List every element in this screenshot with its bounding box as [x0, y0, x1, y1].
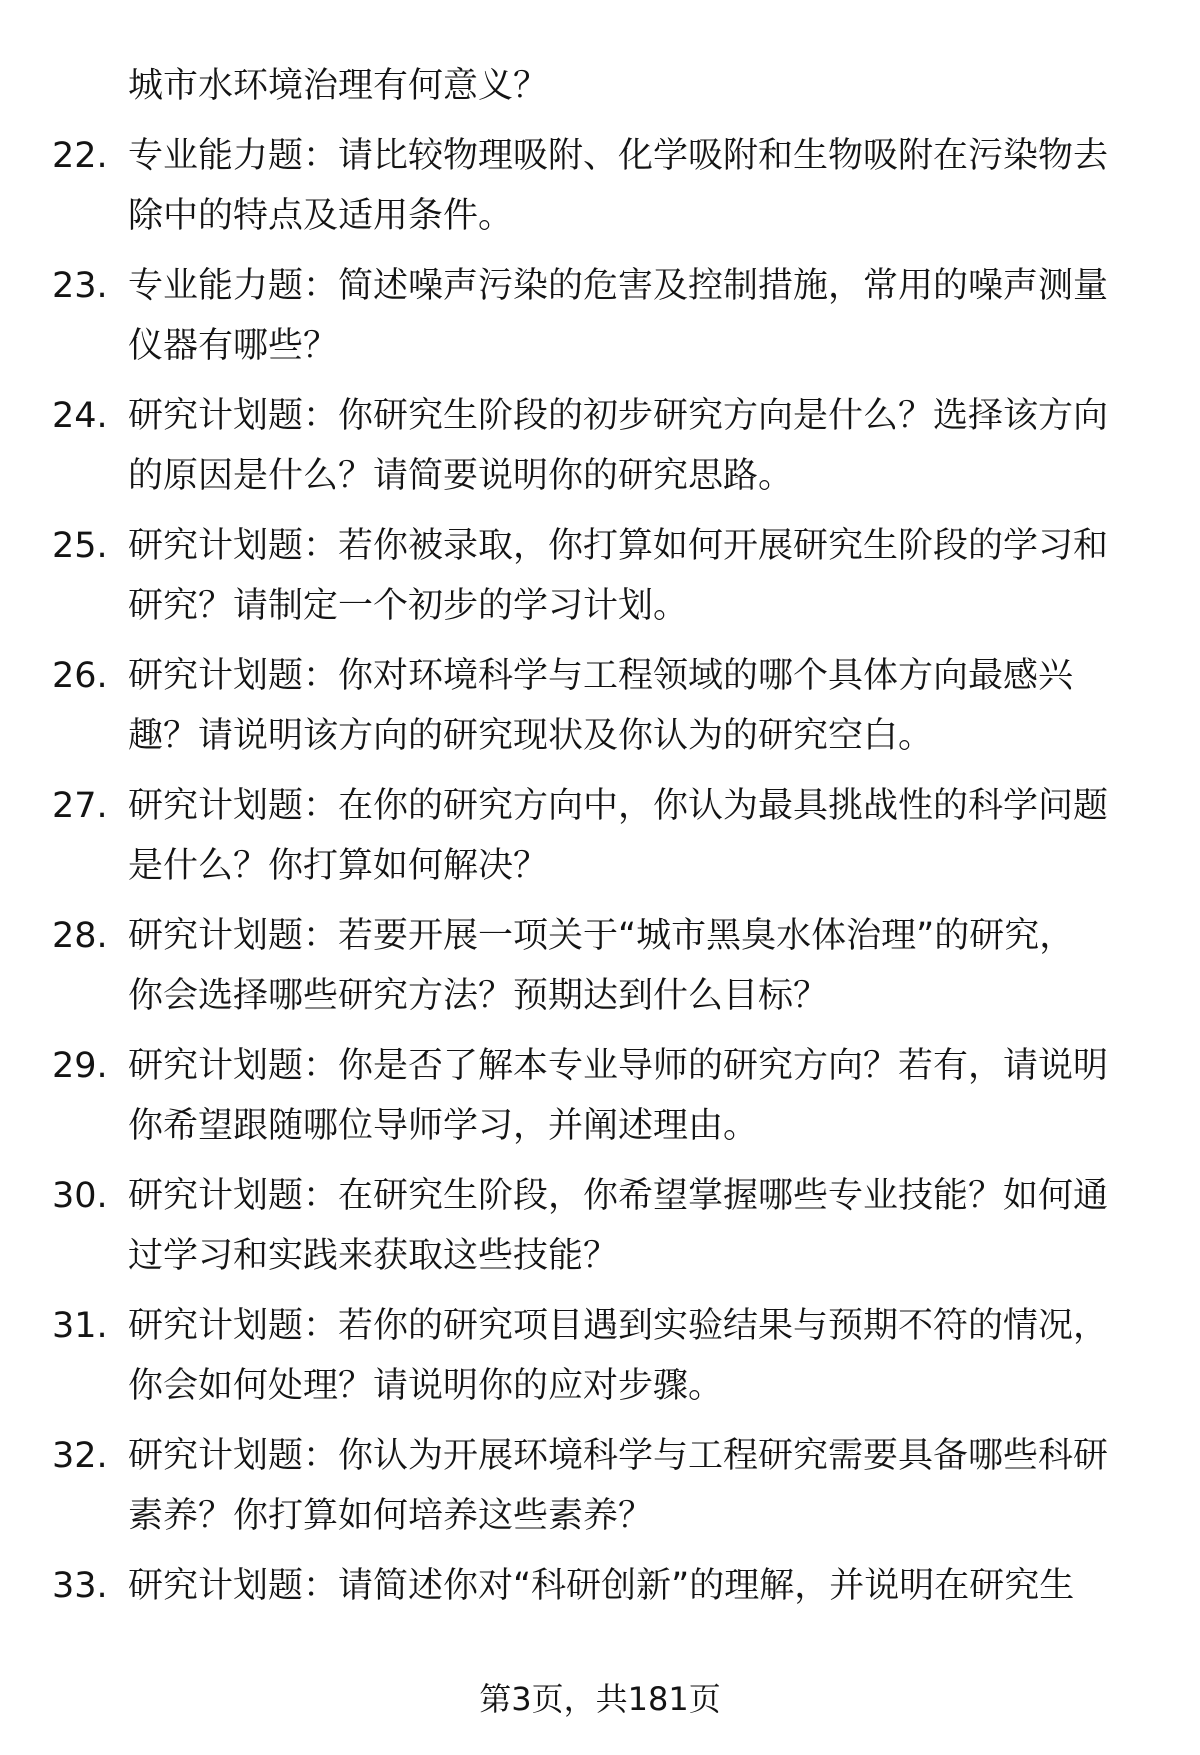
- list-item: [0, 646, 1200, 776]
- list-item: [0, 516, 1200, 646]
- list-item: [0, 386, 1200, 516]
- item-number: 23.: [52, 266, 108, 306]
- item-text-line: 的原因是什么？请简要说明你的研究思路。: [128, 456, 794, 496]
- item-number: 33.: [52, 1566, 108, 1606]
- list-item: [0, 1426, 1200, 1556]
- item-text-line: 你会如何处理？请说明你的应对步骤。: [128, 1366, 724, 1406]
- item-number: 26.: [52, 656, 108, 696]
- page-footer: 第3页，共181页: [479, 1680, 721, 1718]
- item-number: 31.: [52, 1306, 108, 1346]
- item-text-line: 研究计划题：在你的研究方向中，你认为最具挑战性的科学问题: [128, 786, 1109, 826]
- item-number: 25.: [52, 526, 108, 566]
- list-item: [0, 1166, 1200, 1296]
- item-text-line: 专业能力题：请比较物理吸附、化学吸附和生物吸附在污染物去: [128, 136, 1109, 176]
- item-text-line: 研究计划题：请简述你对“科研创新”的理解，并说明在研究生: [128, 1566, 1075, 1606]
- item-text-line: 专业能力题：简述噪声污染的危害及控制措施，常用的噪声测量: [128, 266, 1109, 306]
- item-number: 24.: [52, 396, 108, 436]
- item-text-line: 研究计划题：若要开展一项关于“城市黑臭水体治理”的研究，: [128, 916, 1075, 956]
- item-text-line: 仪器有哪些？: [128, 326, 339, 366]
- item-number: 30.: [52, 1176, 108, 1216]
- list-item: [0, 256, 1200, 386]
- item-text-line: 你希望跟随哪位导师学习，并阐述理由。: [128, 1106, 759, 1146]
- list-item: [0, 1556, 1200, 1686]
- item-text-line: 研究计划题：在研究生阶段，你希望掌握哪些专业技能？如何通: [128, 1176, 1109, 1216]
- item-text-line: 趣？请说明该方向的研究现状及你认为的研究空白。: [128, 716, 934, 756]
- item-text-line: 是什么？你打算如何解决？: [128, 846, 549, 886]
- item-text-line: 研究计划题：若你的研究项目遇到实验结果与预期不符的情况，: [128, 1306, 1109, 1346]
- list-item: [0, 1036, 1200, 1166]
- item-text-line: 过学习和实践来获取这些技能？: [128, 1236, 619, 1276]
- list-item: [0, 126, 1200, 256]
- item-number: 29.: [52, 1046, 108, 1086]
- item-text-line: 素养？你打算如何培养这些素养？: [128, 1496, 654, 1536]
- item-number: 22.: [52, 136, 108, 176]
- item-text-line: 除中的特点及适用条件。: [128, 196, 514, 236]
- continuation-text: 城市水环境治理有何意义？: [128, 66, 549, 106]
- item-text-line: 研究计划题：你是否了解本专业导师的研究方向？若有，请说明: [128, 1046, 1109, 1086]
- item-text-line: 研究计划题：你认为开展环境科学与工程研究需要具备哪些科研: [128, 1436, 1109, 1476]
- item-text-line: 研究计划题：你研究生阶段的初步研究方向是什么？选择该方向: [128, 396, 1109, 436]
- item-text-line: 你会选择哪些研究方法？预期达到什么目标？: [128, 976, 829, 1016]
- list-item: [0, 776, 1200, 906]
- list-item: [0, 906, 1200, 1036]
- item-number: 27.: [52, 786, 108, 826]
- item-number: 28.: [52, 916, 108, 956]
- item-text-line: 研究？请制定一个初步的学习计划。: [128, 586, 689, 626]
- item-text-line: 研究计划题：你对环境科学与工程领域的哪个具体方向最感兴: [128, 656, 1074, 696]
- item-text-line: 研究计划题：若你被录取，你打算如何开展研究生阶段的学习和: [128, 526, 1109, 566]
- item-number: 32.: [52, 1436, 108, 1476]
- list-item: [0, 1296, 1200, 1426]
